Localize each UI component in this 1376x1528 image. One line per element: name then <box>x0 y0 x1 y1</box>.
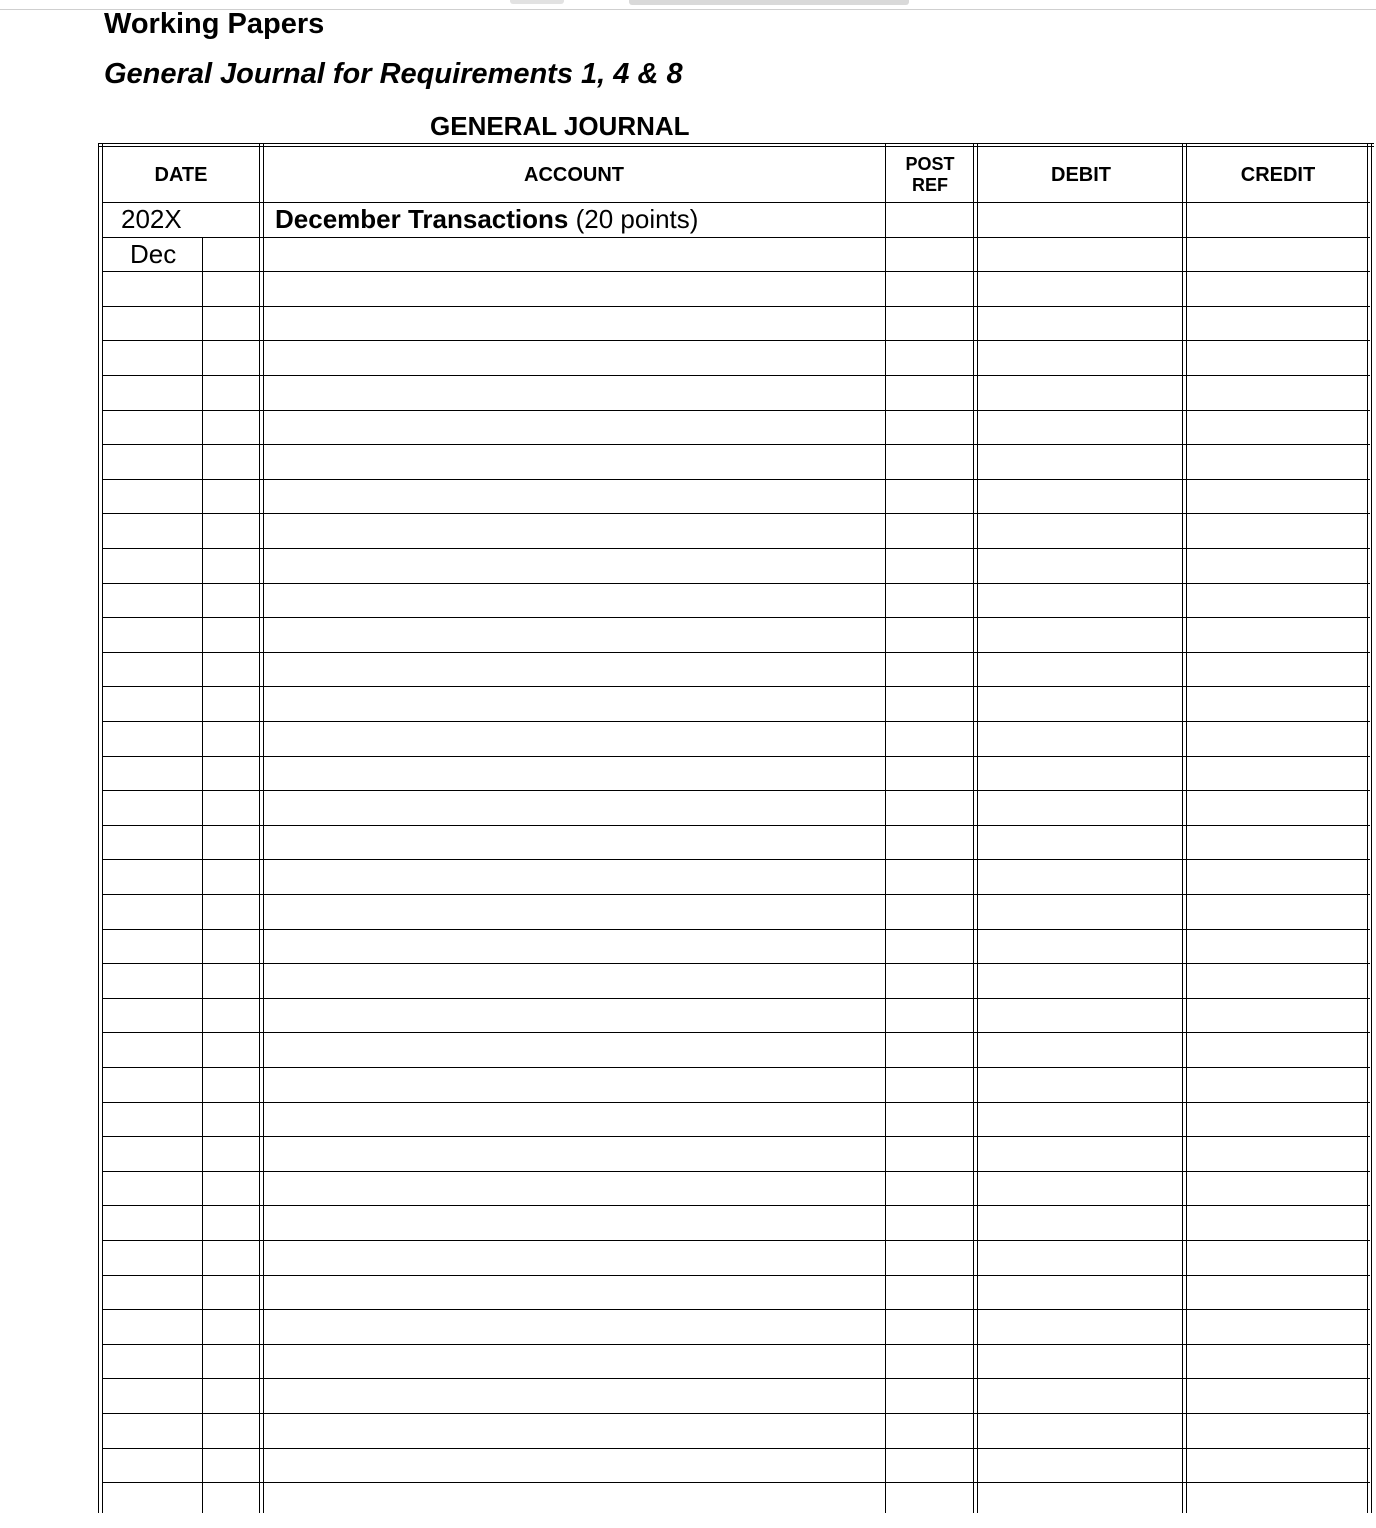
table-right-border <box>1367 143 1372 1513</box>
table-row <box>102 1032 1370 1033</box>
table-row <box>102 1067 1370 1068</box>
table-row <box>102 963 1370 964</box>
header-post-ref-line1: POST <box>905 154 955 174</box>
date-year: 202X <box>121 204 182 234</box>
table-row <box>102 1240 1370 1241</box>
header-bottom-rule <box>102 202 1370 203</box>
table-row <box>102 444 1370 445</box>
table-row <box>102 513 1370 514</box>
debit-left-border <box>973 143 978 1513</box>
table-row <box>102 237 1370 238</box>
table-row <box>102 998 1370 999</box>
header-credit: CREDIT <box>1240 164 1316 186</box>
table-row <box>102 479 1370 480</box>
table-row <box>102 652 1370 653</box>
table-row <box>102 1205 1370 1206</box>
table-row <box>102 583 1370 584</box>
table-row <box>102 306 1370 307</box>
header-account: ACCOUNT <box>524 164 624 186</box>
table-row <box>102 617 1370 618</box>
table-row <box>102 1102 1370 1103</box>
viewer-scroll-thumb[interactable] <box>629 0 909 5</box>
header-debit: DEBIT <box>1051 164 1111 186</box>
page-subtitle: General Journal for Requirements 1, 4 & 8 <box>104 58 683 90</box>
table-row <box>102 686 1370 687</box>
table-row <box>102 825 1370 826</box>
table-row <box>102 1275 1370 1276</box>
table-row <box>102 894 1370 895</box>
table-row <box>102 1413 1370 1414</box>
table-row <box>102 790 1370 791</box>
date-day-divider <box>202 238 203 1513</box>
table-row <box>102 1344 1370 1345</box>
table-row <box>102 375 1370 376</box>
table-row <box>102 1378 1370 1379</box>
account-left-border <box>259 143 264 1513</box>
table-row <box>102 340 1370 341</box>
date-month: Dec <box>130 239 177 269</box>
header-post-ref-line2: REF <box>912 175 948 195</box>
post-ref-left-border <box>885 143 886 1513</box>
journal-title: GENERAL JOURNAL <box>430 111 690 141</box>
table-row <box>102 410 1370 411</box>
table-row <box>102 859 1370 860</box>
table-row <box>102 548 1370 549</box>
table-row <box>102 1171 1370 1172</box>
table-row <box>102 271 1370 272</box>
account-entry-note: (20 points) <box>575 204 699 234</box>
table-row <box>102 1309 1370 1310</box>
account-entry <box>275 204 698 235</box>
page-title: Working Papers <box>104 8 325 40</box>
viewer-tab-handle[interactable] <box>510 0 564 4</box>
table-row <box>102 929 1370 930</box>
table-row <box>102 1136 1370 1137</box>
account-entry-title: December Transactions <box>275 204 569 234</box>
credit-left-border <box>1182 143 1187 1513</box>
header-date: DATE <box>154 164 208 186</box>
table-left-border <box>98 143 103 1513</box>
header-post-ref <box>886 154 974 196</box>
table-row <box>102 1448 1370 1449</box>
table-row <box>102 1482 1370 1483</box>
table-row <box>102 756 1370 757</box>
table-row <box>102 721 1370 722</box>
